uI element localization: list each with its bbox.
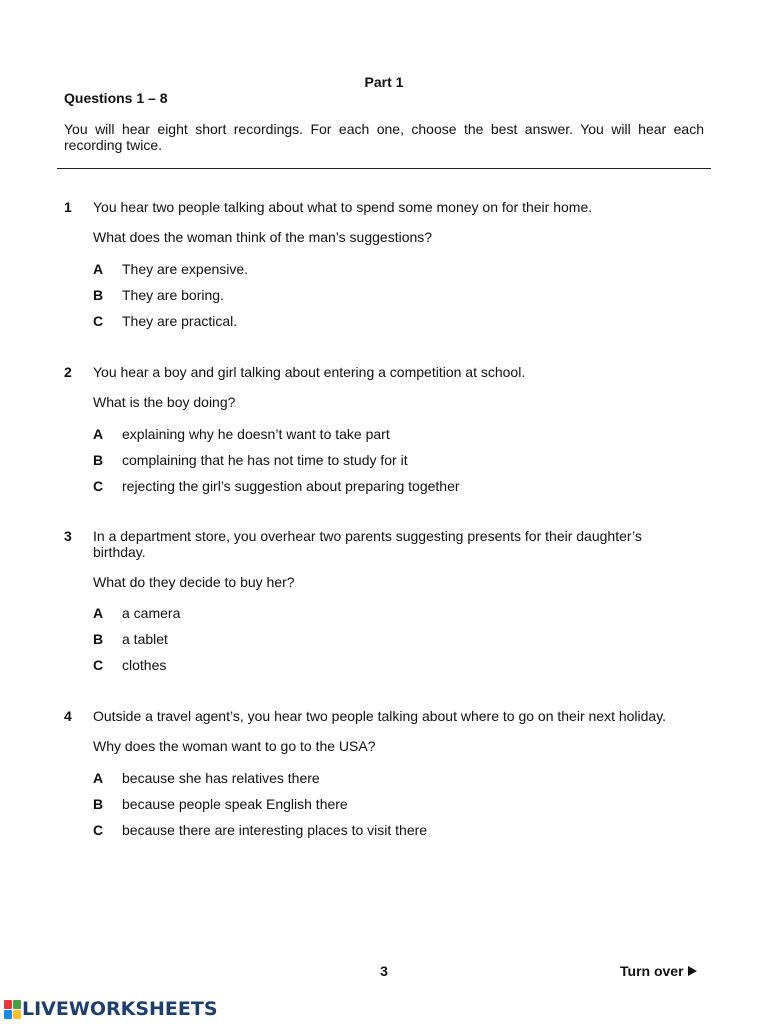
- question-number: 1: [64, 199, 72, 215]
- option-letter: B: [93, 631, 104, 647]
- option-letter: C: [93, 657, 104, 673]
- logo-text: LIVEWORKSHEETS: [22, 998, 218, 1020]
- turn-over-text: Turn over: [620, 963, 684, 979]
- option-text: because people speak English there: [122, 796, 348, 812]
- option-text: complaining that he has not time to study for it: [122, 452, 408, 468]
- option-letter: C: [93, 822, 104, 838]
- option-letter: A: [93, 605, 104, 621]
- option-text: because there are interesting places to visit there: [122, 822, 428, 838]
- option-letter: B: [93, 796, 104, 812]
- option-letter: B: [93, 287, 104, 303]
- instructions: You will hear eight short recordings. For each one, choose the best answer. You will hear each recording twice.: [64, 121, 704, 153]
- option-letter: C: [93, 313, 104, 329]
- logo-square-green: [13, 1000, 21, 1009]
- question-stem: You hear two people talking about what to spend some money on for their home.: [93, 199, 593, 215]
- option-text: They are practical.: [122, 313, 238, 329]
- option-text: a tablet: [122, 631, 168, 647]
- part-title: Part 1: [364, 74, 404, 90]
- option-text: explaining why he doesn’t want to take part: [122, 426, 390, 442]
- option-letter: B: [93, 452, 104, 468]
- logo-square-blue: [4, 1010, 12, 1019]
- question-stem: Outside a travel agent’s, you hear two people talking about where to go on their next holiday.: [93, 708, 667, 724]
- option-text: a camera: [122, 605, 181, 621]
- liveworksheets-logo[interactable]: [4, 998, 218, 1020]
- divider: [57, 168, 711, 169]
- liveworksheets-logo-icon: [4, 1000, 20, 1018]
- option-text: clothes: [122, 657, 167, 673]
- turn-over-label: [620, 963, 697, 979]
- question-number: 2: [64, 364, 72, 380]
- question-prompt: What is the boy doing?: [93, 394, 236, 410]
- questions-range: Questions 1 – 8: [64, 90, 168, 106]
- option-text: rejecting the girl’s suggestion about preparing together: [122, 478, 460, 494]
- question-prompt: What do they decide to buy her?: [93, 574, 295, 590]
- page-number: 3: [380, 963, 388, 979]
- option-text: They are expensive.: [122, 261, 249, 277]
- option-letter: A: [93, 770, 104, 786]
- option-letter: A: [93, 426, 104, 442]
- question-number: 4: [64, 708, 72, 724]
- question-number: 3: [64, 528, 72, 544]
- option-text: because she has relatives there: [122, 770, 320, 786]
- option-letter: A: [93, 261, 104, 277]
- question-prompt: What does the woman think of the man’s suggestions?: [93, 229, 433, 245]
- logo-square-red: [4, 1000, 12, 1009]
- option-text: They are boring.: [122, 287, 224, 303]
- question-stem: In a department store, you overhear two parents suggesting presents for their daughter’s birthday.: [93, 528, 642, 560]
- option-letter: C: [93, 478, 104, 494]
- logo-square-yellow: [13, 1010, 21, 1019]
- play-arrow-icon: [688, 966, 697, 976]
- question-prompt: Why does the woman want to go to the USA?: [93, 738, 376, 754]
- question-stem: You hear a boy and girl talking about entering a competition at school.: [93, 364, 526, 380]
